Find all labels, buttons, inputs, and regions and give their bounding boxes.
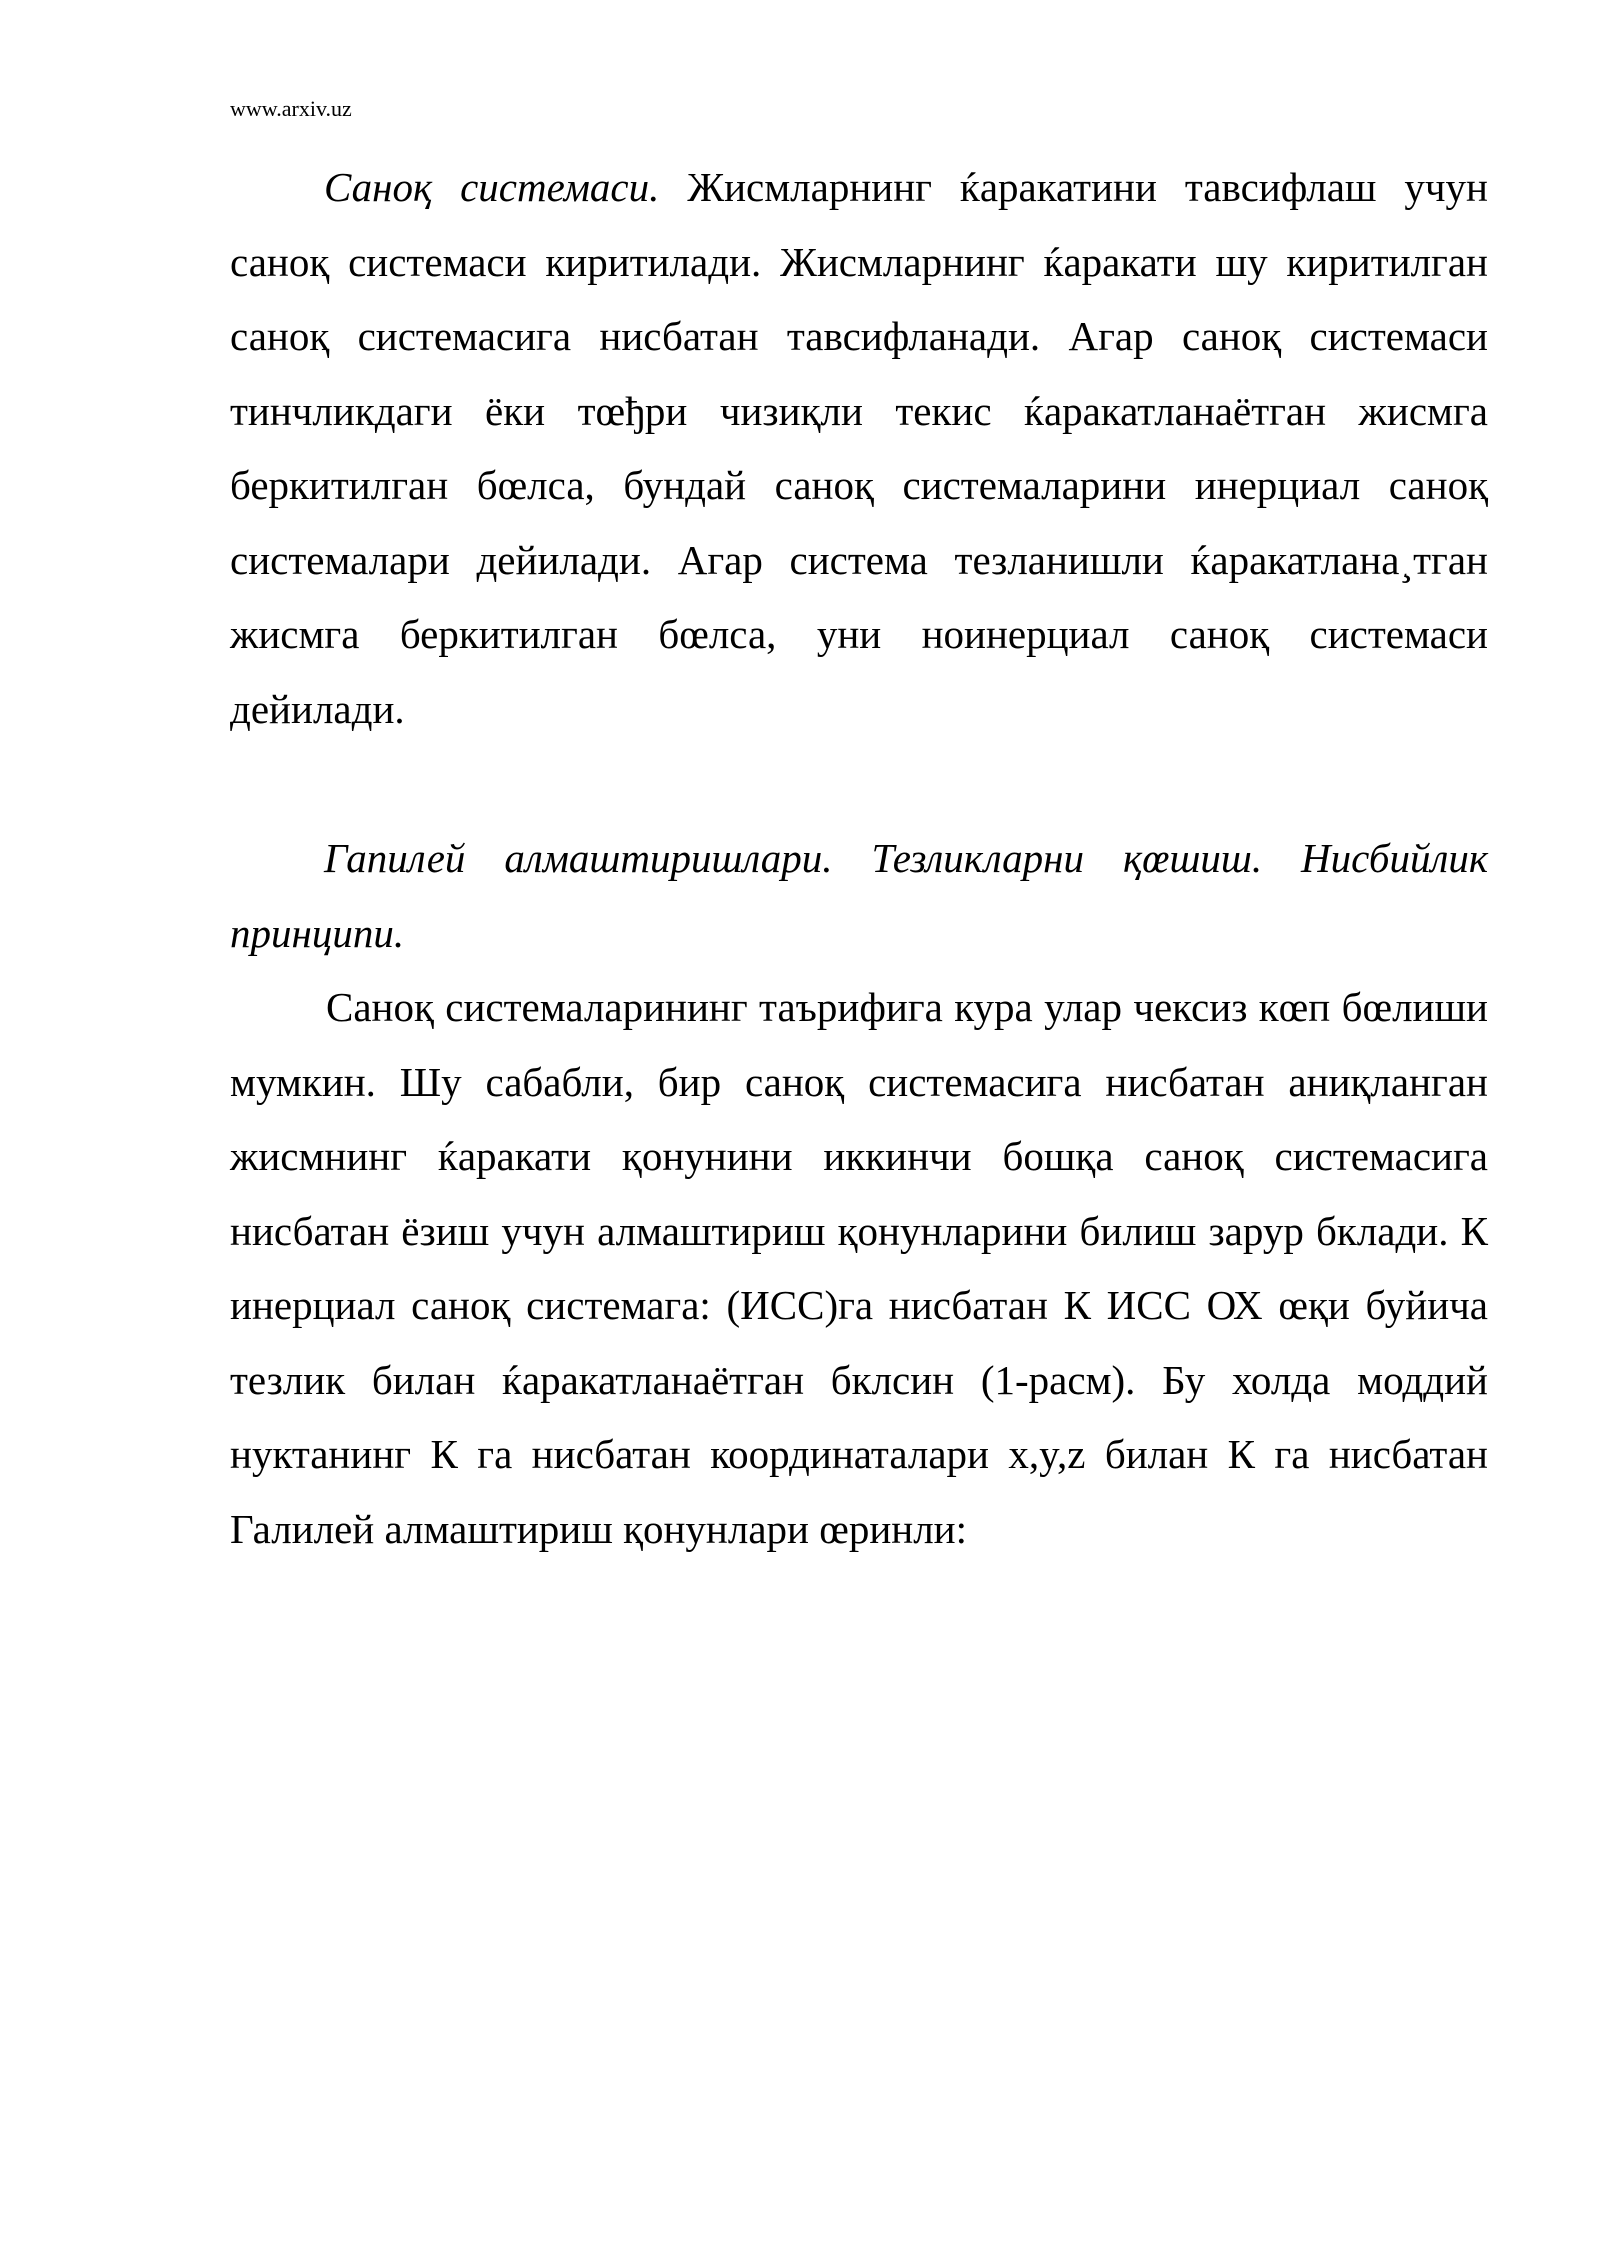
paragraph-text: Жисмларнинг ќаракатини тавсифлаш учун саноқ системаси киритилади. Жисмларнинг ќаракати шу киритилган саноқ системасига нисбатан тавсифланади. Агар саноқ системаси тинчликдаги ёки тœђри чизиқли текис ќаракатланаётган жисмга беркитилган бœлса, бундай саноқ системаларини инерциал саноқ системалари дейилади. Агар система тезланишли ќаракатлана¸тган жисмга беркитилган бœлса, уни ноинерциал саноқ системаси дейилади. [230, 164, 1488, 732]
paragraph-reference-frame [230, 150, 1488, 746]
paragraph-galilean-transformations: Саноқ системаларининг таърифига кура улар чексиз кœп бœлиши мумкин. Шу сабабли, бир саноқ системасига нисбатан аниқланган жисмнинг ќаракати қонунини иккинчи бошқа саноқ системасига нисбатан ёзиш учун алмаштириш қонунларини билиш зарур бклади. К инерциал саноқ системага: (ИСС)га нисбатан К ИСС ОХ œқи буйича тезлик билан ќаракатланаётган бклсин (1-расм). Бу холда моддий нуктанинг К га нисбатан координаталари x,y,z билан К га нисбатан Галилей алмаштириш қонунлари œринли: [230, 984, 1488, 1552]
section-heading-reference-frame: Саноқ системаси. [324, 164, 660, 210]
document-body [230, 150, 1488, 1566]
paragraph-spacer [230, 746, 1488, 821]
header-url: www.arxiv.uz [230, 96, 352, 121]
section-heading-galilean-transformations: Гапилей алмаштиришлари. Тезликларни қœшиш. Нисбийлик принципи. [230, 835, 1488, 956]
